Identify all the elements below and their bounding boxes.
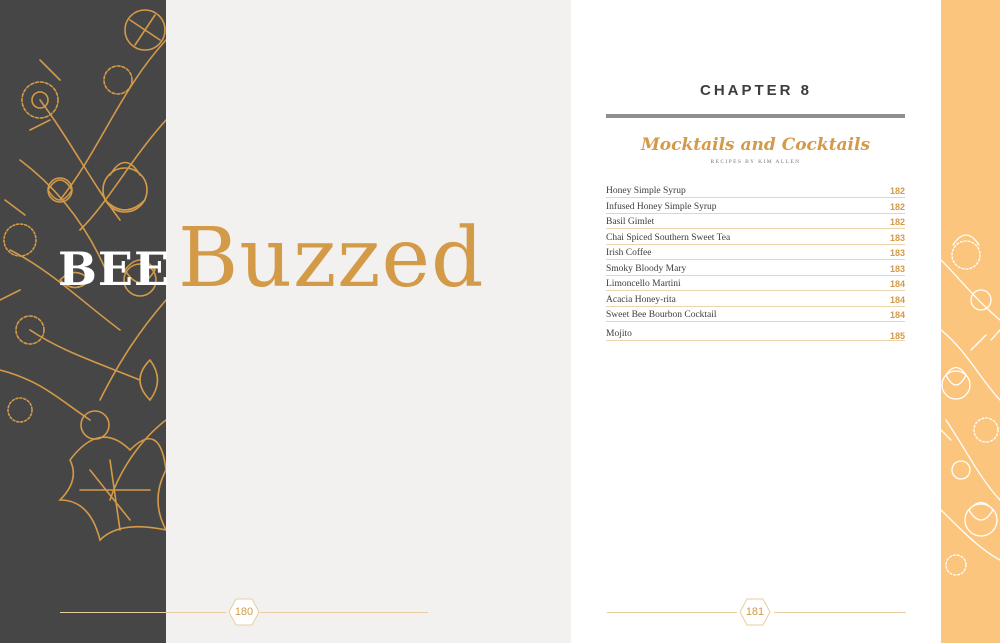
toc-item[interactable] <box>606 324 905 341</box>
toc-item-page: 182 <box>889 186 905 196</box>
folio-rule-right <box>260 612 428 613</box>
toc-item[interactable] <box>606 183 905 198</box>
toc-item-title: Mojito <box>606 329 632 339</box>
floral-band-left <box>0 0 166 643</box>
floral-illustration-icon <box>0 0 166 643</box>
folio-rule-left <box>60 612 226 613</box>
page-number-181 <box>739 598 771 626</box>
page-number-label: 181 <box>745 606 765 618</box>
toc-item-title: Acacia Honey-rita <box>606 294 676 305</box>
folio-rule-left <box>607 612 737 613</box>
toc-item-page: 183 <box>889 232 905 243</box>
toc-item-page: 184 <box>889 310 905 320</box>
toc-item-title: Irish Coffee <box>606 248 652 258</box>
toc-item-page: 184 <box>889 279 905 289</box>
page-number-180 <box>228 598 260 626</box>
toc-item[interactable] <box>606 292 905 307</box>
toc-item-title: Honey Simple Syrup <box>606 186 686 196</box>
toc-item[interactable] <box>606 245 905 260</box>
toc-item[interactable] <box>606 230 905 245</box>
toc-item[interactable] <box>606 199 905 214</box>
toc-item-title: Limoncello Martini <box>606 279 681 289</box>
toc-item-title: Smoky Bloody Mary <box>606 263 687 274</box>
chapter-label: CHAPTER 8 <box>699 82 812 99</box>
right-page <box>571 0 941 643</box>
page-number-label: 180 <box>234 606 254 618</box>
toc-item-page: 185 <box>889 331 905 341</box>
title-bee: BEE <box>58 242 171 296</box>
table-of-contents <box>606 183 905 342</box>
folio-rule-right <box>774 612 906 613</box>
chapter-rule <box>606 114 905 118</box>
toc-item-page: 182 <box>889 217 905 227</box>
toc-item-page: 183 <box>889 248 905 258</box>
toc-item-page: 184 <box>889 294 905 305</box>
toc-item-title: Chai Spiced Southern Sweet Tea <box>606 232 731 243</box>
floral-band-right <box>941 0 1000 643</box>
floral-illustration-icon <box>941 0 1000 643</box>
toc-item-title: Sweet Bee Bourbon Cocktail <box>606 310 717 320</box>
toc-item[interactable] <box>606 307 905 322</box>
title-buzzed: Buzzed <box>178 211 485 306</box>
toc-item[interactable] <box>606 214 905 229</box>
byline: RECIPES BY KIM ALLEN <box>710 159 801 165</box>
toc-item-title: Infused Honey Simple Syrup <box>606 201 717 212</box>
toc-item-title: Basil Gimlet <box>606 217 655 227</box>
toc-item-page: 182 <box>889 201 905 212</box>
toc-item-page: 183 <box>889 263 905 274</box>
toc-item[interactable] <box>606 276 905 291</box>
section-title: Mocktails and Cocktails <box>640 135 871 155</box>
toc-item[interactable] <box>606 261 905 276</box>
